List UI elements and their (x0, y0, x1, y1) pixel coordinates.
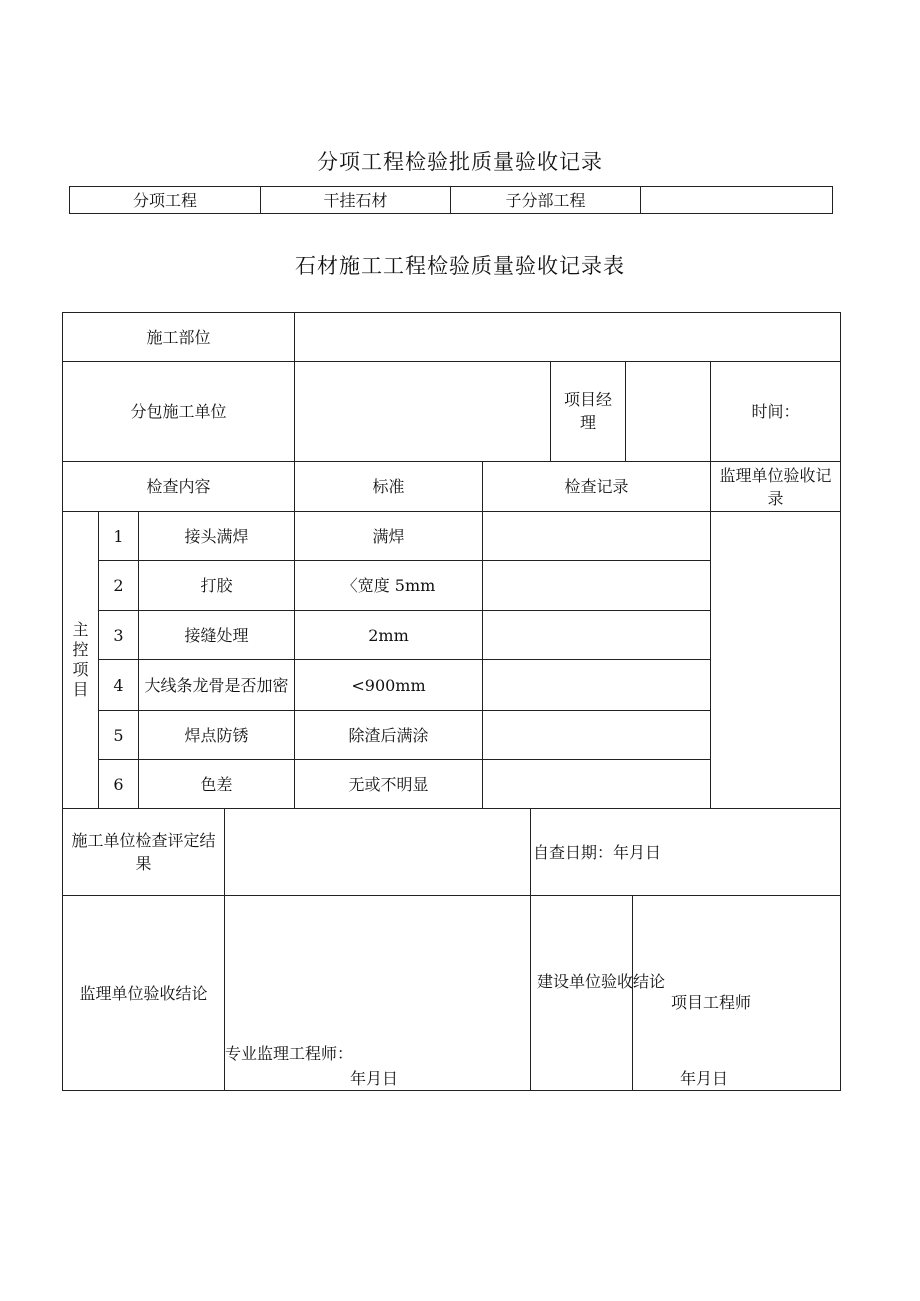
item-standard: 除渣后满涂 (295, 711, 483, 760)
form-title: 石材施工工程检验质量验收记录表 (295, 254, 625, 278)
item-content: 色差 (139, 760, 295, 809)
owner-conclusion-label: 建设单位验收结论 (531, 896, 633, 1091)
item-record (483, 760, 711, 809)
subcontractor-label: 分包施工单位 (63, 362, 295, 462)
item-standard: <900mm (295, 660, 483, 711)
item-no: 4 (99, 660, 139, 711)
item-content: 打胶 (139, 561, 295, 611)
self-check-date: 自查日期：年月日 (531, 809, 841, 896)
item-content: 焊点防锈 (139, 711, 295, 760)
page-title: 分项工程检验批质量验收记录 (317, 150, 603, 174)
project-manager-label: 项目经理 (564, 390, 613, 432)
construction-result-value (225, 809, 531, 896)
site-label: 施工部位 (63, 313, 295, 362)
supervision-record (711, 512, 841, 809)
header-table (69, 186, 833, 214)
item-no: 1 (99, 512, 139, 561)
header-label-subdivision: 子分部工程 (451, 187, 641, 214)
engineer-date: 年月日 (350, 1069, 399, 1088)
item-no: 3 (99, 611, 139, 660)
item-standard: 无或不明显 (295, 760, 483, 809)
project-manager-value (626, 362, 711, 462)
item-record (483, 711, 711, 760)
subcontractor-value (295, 362, 551, 462)
item-no: 5 (99, 711, 139, 760)
col-header-standard: 标准 (295, 462, 483, 512)
item-standard: 满焊 (295, 512, 483, 561)
header-value-subdivision (641, 187, 833, 214)
item-no: 6 (99, 760, 139, 809)
col-header-record: 检查记录 (483, 462, 711, 512)
header-value-subitem: 干挂石材 (261, 187, 451, 214)
item-content: 接缝处理 (139, 611, 295, 660)
supervision-conclusion-label: 监理单位验收结论 (63, 896, 225, 1091)
engineer-label: 专业监理工程师： (225, 1044, 354, 1063)
item-record (483, 660, 711, 711)
supervision-conclusion-area (225, 896, 531, 1091)
item-standard: 2mm (295, 611, 483, 660)
inspection-table (62, 312, 841, 1091)
item-content: 接头满焊 (139, 512, 295, 561)
group-label-main-control: 主控项目 (72, 620, 89, 699)
item-record (483, 512, 711, 561)
col-header-supervision: 监理单位验收记录 (719, 465, 832, 508)
item-record (483, 561, 711, 611)
item-record (483, 611, 711, 660)
owner-date: 年月日 (680, 1069, 729, 1088)
time-label: 时间： (711, 362, 841, 462)
project-engineer-label: 项目工程师 (671, 993, 752, 1012)
item-no: 2 (99, 561, 139, 611)
construction-result-label: 施工单位检查评定结果 (63, 809, 225, 896)
item-standard: 〈宽度 5mm (295, 561, 483, 611)
owner-signature-area (633, 896, 841, 1091)
site-value (295, 313, 841, 362)
col-header-content: 检查内容 (63, 462, 295, 512)
item-content: 大线条龙骨是否加密 (139, 660, 295, 711)
header-label-subitem: 分项工程 (70, 187, 261, 214)
